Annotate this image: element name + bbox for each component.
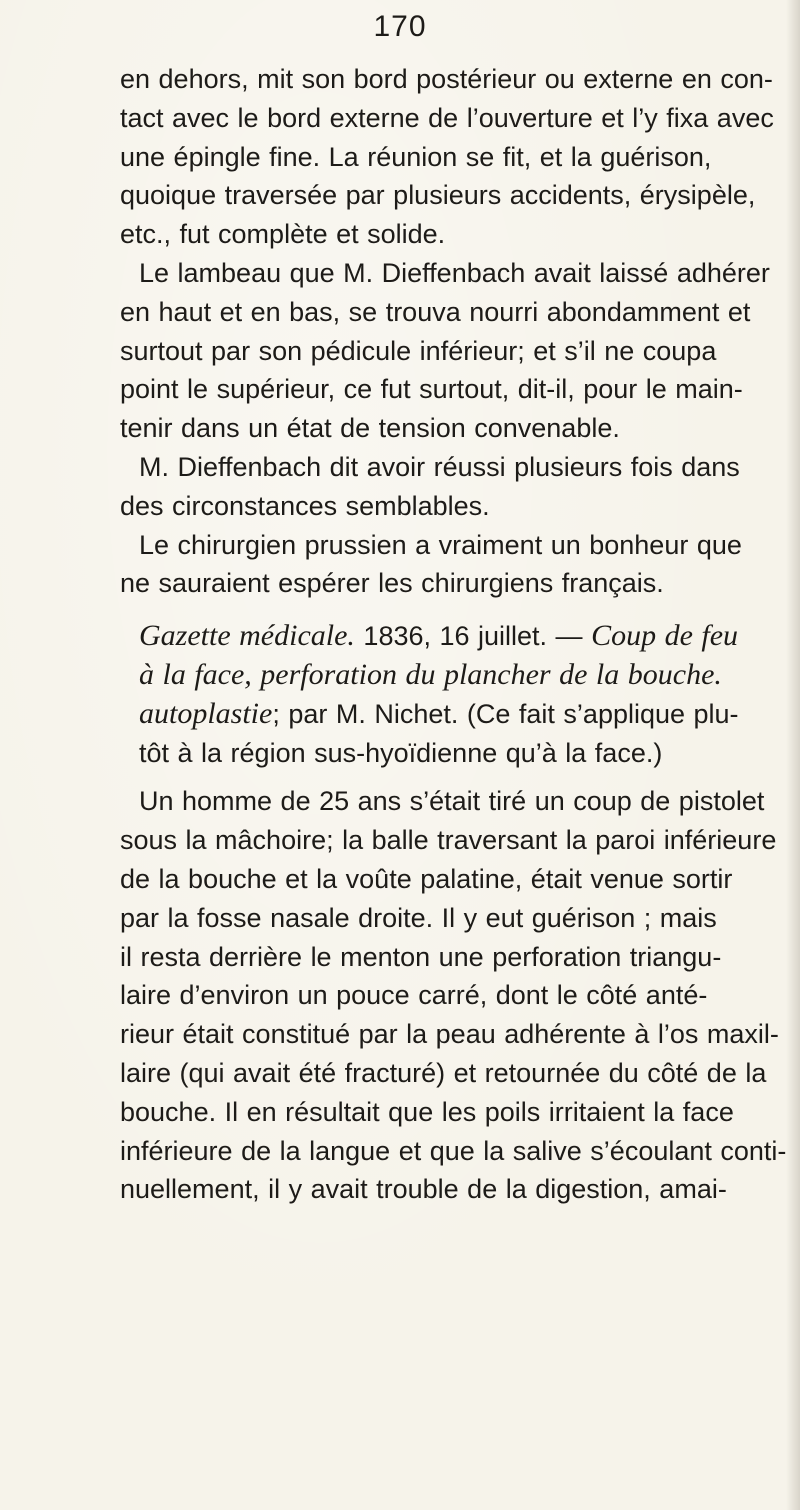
text-line — [120, 695, 770, 734]
journal-title: Gazette médicale. — [139, 619, 355, 653]
article-title-part: autoplastie — [139, 696, 273, 730]
page-edge-shadow — [786, 0, 800, 1510]
text-line: ne sauraient espérer les chirurgiens français. — [120, 568, 664, 599]
text-line — [120, 617, 770, 656]
spacer — [120, 772, 770, 782]
text-line: en haut et en bas, se trouva nourri abondamment et — [120, 296, 751, 327]
text-line: M. Dieffenbach dit avoir réussi plusieurs fois dans — [139, 451, 740, 482]
text-line: par la fosse nasale droite. Il y eut guérison ; mais — [120, 902, 717, 933]
text-line: sous la mâchoire; la balle traversant la paroi inférieure — [120, 825, 777, 856]
page-text — [120, 60, 787, 1209]
article-title-part: Coup de feu — [591, 619, 739, 653]
text-line: de la bouche et la voûte palatine, était venue sortir — [120, 863, 733, 894]
text-line: inférieure de la langue et que la salive s’écoulant conti- — [120, 1135, 787, 1166]
text-line: rieur était constitué par la peau adhérente à l’os maxil- — [120, 1019, 779, 1050]
text-line: bouche. Il en résultait que les poils irritaient la face — [120, 1096, 734, 1127]
text-line: Le lambeau que M. Dieffenbach avait laissé adhérer — [139, 257, 770, 288]
text-line: laire (qui avait été fracturé) et retournée du côté de la — [120, 1057, 767, 1088]
paragraph-dieffenbach — [120, 448, 770, 526]
citation-date: 1836, 16 juillet. — — [354, 621, 592, 652]
citation-heading — [120, 617, 770, 772]
text-line: il resta derrière le menton une perforation triangu- — [120, 941, 722, 972]
article-title-part: à la face, perforation du plancher de la bouche. — [139, 657, 722, 691]
text-line: une épingle fine. La réunion se fit, et la guérison, — [120, 141, 712, 172]
text-line: tact avec le bord externe de l’ouverture et l’y fixa avec — [120, 102, 774, 133]
text-line: etc., fut complète et solide. — [120, 219, 446, 250]
text-line: tôt à la région sus-hyoïdienne qu’à la face.) — [139, 737, 663, 768]
text-line: des circonstances semblables. — [120, 490, 490, 521]
paragraph-chirurgien — [120, 526, 770, 604]
page-number: 170 — [373, 10, 427, 43]
text-line: Un homme de 25 ans s’était tiré un coup de pistolet — [139, 786, 765, 817]
text-line: nuellement, il y avait trouble de la digestion, amai- — [120, 1174, 727, 1205]
paragraph-lambeau — [120, 254, 770, 448]
text-line — [120, 656, 770, 695]
text-line: surtout par son pédicule inférieur; et s’il ne coupa — [120, 335, 717, 366]
paragraph-continuation — [120, 60, 774, 254]
spacer — [120, 603, 770, 617]
text-line: point le supérieur, ce fut surtout, dit-il, pour le main- — [120, 374, 743, 405]
paragraph-case — [120, 782, 787, 1209]
citation-author: ; par M. Nichet. (Ce fait s’applique plu- — [272, 698, 739, 729]
text-line: en dehors, mit son bord postérieur ou externe en con- — [120, 64, 773, 94]
text-line: tenir dans un état de tension convenable. — [120, 413, 620, 444]
text-line: Le chirurgien prussien a vraiment un bonheur que — [139, 529, 742, 560]
text-line: laire d’environ un pouce carré, dont le côté anté- — [120, 980, 708, 1011]
text-line: quoique traversée par plusieurs accidents, érysipèle, — [120, 180, 756, 211]
